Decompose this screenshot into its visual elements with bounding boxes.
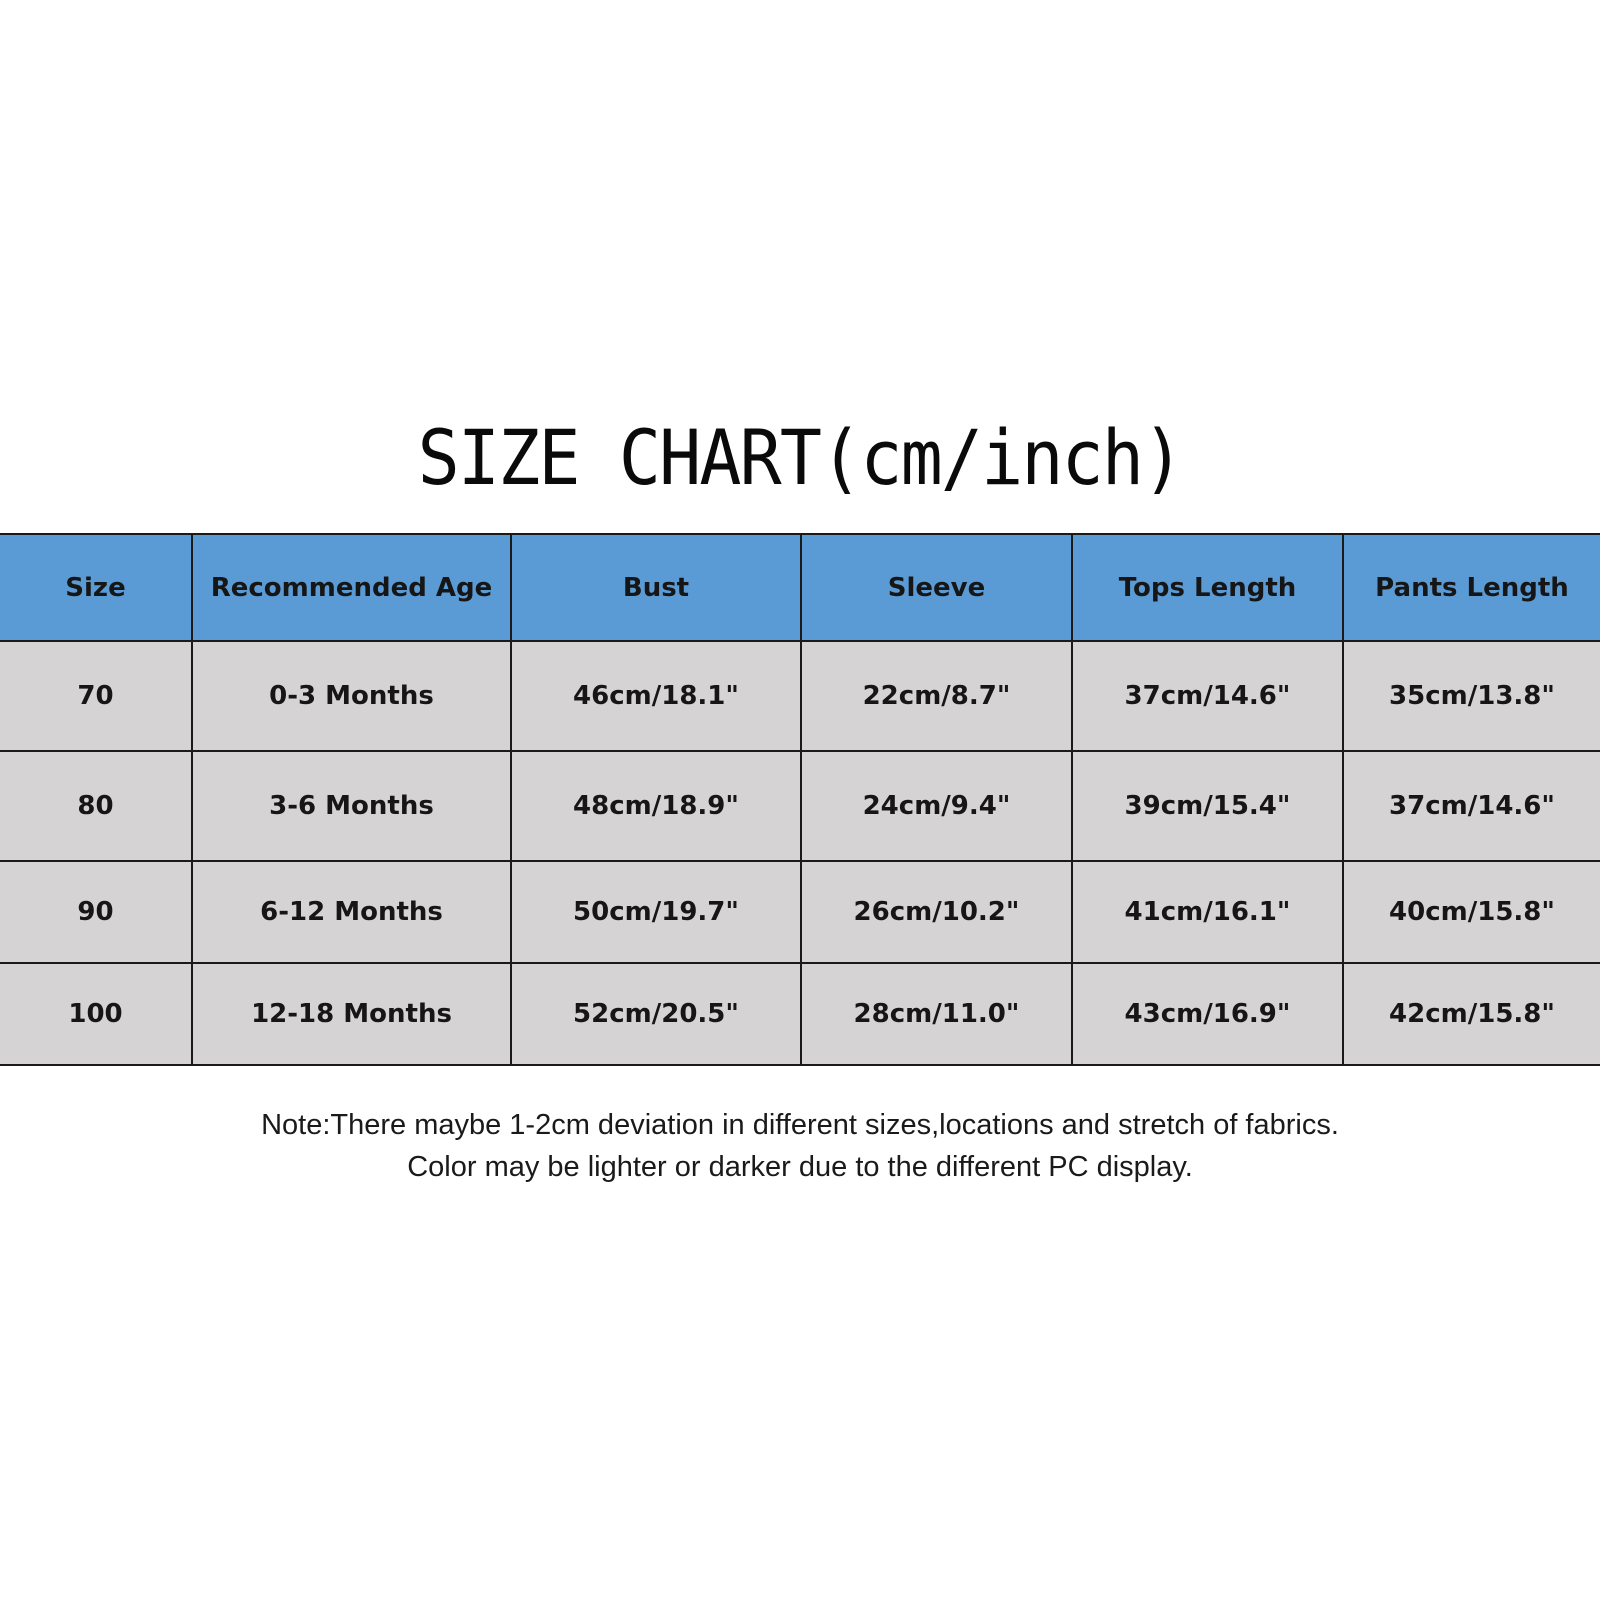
table-cell: 37cm/14.6" — [1072, 641, 1343, 751]
table-cell: 3-6 Months — [192, 751, 511, 861]
table-cell: 100 — [0, 963, 192, 1065]
table-cell: 40cm/15.8" — [1343, 861, 1600, 963]
table-cell: 42cm/15.8" — [1343, 963, 1600, 1065]
table-cell: 46cm/18.1" — [511, 641, 801, 751]
column-header: Pants Length — [1343, 534, 1600, 641]
table-row — [0, 641, 1600, 751]
table-cell: 50cm/19.7" — [511, 861, 801, 963]
table-cell: 0-3 Months — [192, 641, 511, 751]
table-cell: 26cm/10.2" — [801, 861, 1072, 963]
table-row — [0, 751, 1600, 861]
note-line: Color may be lighter or darker due to the different PC display. — [407, 1151, 1193, 1183]
table-cell: 90 — [0, 861, 192, 963]
table-cell: 24cm/9.4" — [801, 751, 1072, 861]
column-header: Recommended Age — [192, 534, 511, 641]
table-cell: 41cm/16.1" — [1072, 861, 1343, 963]
table-cell: 35cm/13.8" — [1343, 641, 1600, 751]
table-cell: 70 — [0, 641, 192, 751]
chart-title: SIZE CHART(cm/inch) — [417, 413, 1183, 502]
table-cell: 22cm/8.7" — [801, 641, 1072, 751]
table-cell: 6-12 Months — [192, 861, 511, 963]
table-row — [0, 963, 1600, 1065]
column-header: Sleeve — [801, 534, 1072, 641]
column-header: Tops Length — [1072, 534, 1343, 641]
column-header: Size — [0, 534, 192, 641]
note-line: Note:There maybe 1-2cm deviation in different sizes,locations and stretch of fabrics. — [261, 1109, 1339, 1141]
table-cell: 43cm/16.9" — [1072, 963, 1343, 1065]
table-cell: 48cm/18.9" — [511, 751, 801, 861]
table-cell: 37cm/14.6" — [1343, 751, 1600, 861]
size-note — [0, 1104, 1600, 1188]
table-cell: 80 — [0, 751, 192, 861]
table-cell: 12-18 Months — [192, 963, 511, 1065]
column-header: Bust — [511, 534, 801, 641]
size-chart-table — [0, 533, 1600, 1066]
table-cell: 39cm/15.4" — [1072, 751, 1343, 861]
table-row — [0, 861, 1600, 963]
table-cell: 52cm/20.5" — [511, 963, 801, 1065]
table-header-row — [0, 534, 1600, 641]
table-cell: 28cm/11.0" — [801, 963, 1072, 1065]
